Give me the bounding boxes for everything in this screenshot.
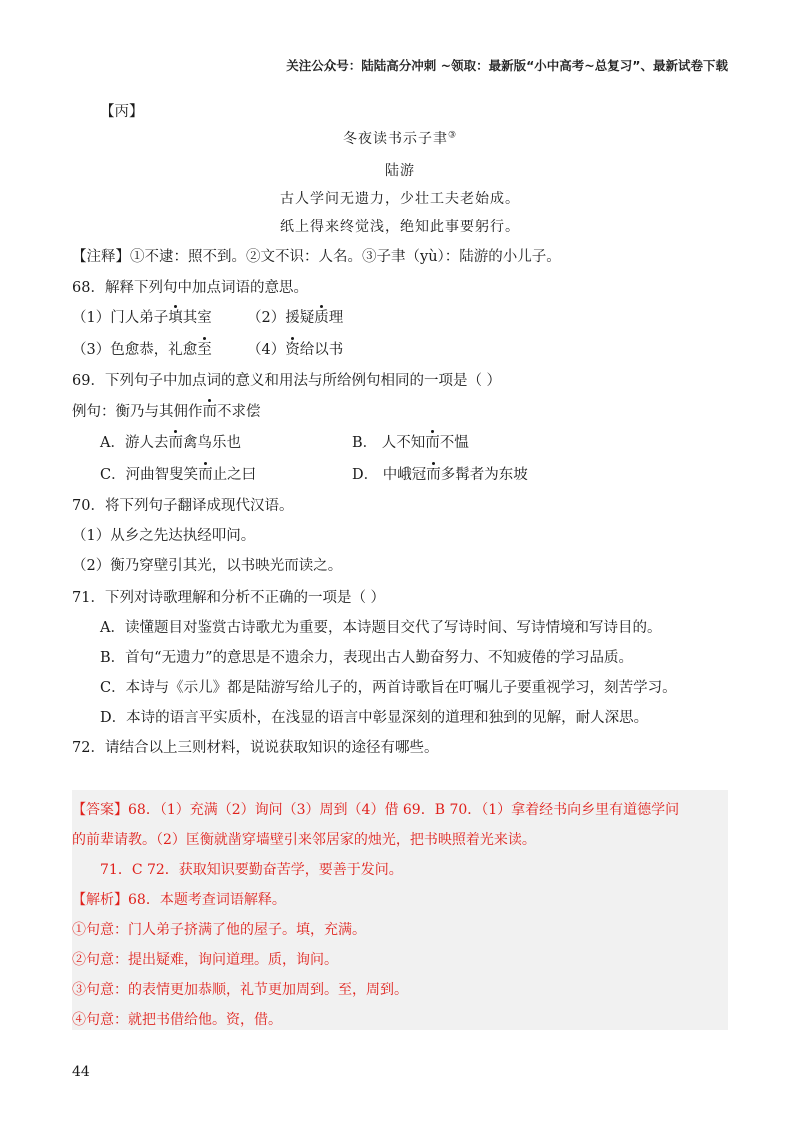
q68-item-4 (247, 340, 343, 360)
q68-item-3-pre: （3）色愈恭，礼愈 (72, 342, 198, 358)
q71-option-a: A．读懂题目对鉴赏古诗歌尤为重要，本诗题目交代了写诗时间、写诗情境和写诗目的。 (100, 620, 662, 636)
analysis-heading: 【解析】68．本题考查词语解释。 (72, 892, 286, 908)
q68-item-2-post: 理 (328, 310, 344, 326)
q69-option-c-post: 止之曰 (212, 467, 257, 483)
q71-prompt: 71．下列对诗歌理解和分析不正确的一项是（ ） (72, 590, 386, 606)
q69-example (72, 402, 261, 422)
q69-option-d (352, 465, 528, 485)
answer-line-2: 的前辈请教。（2）匡衡就凿穿墙壁引来邻居家的烛光，把书映照着光来读。 (72, 832, 536, 848)
dotted-word: 而 (202, 404, 217, 420)
dotted-word: 而 (198, 467, 213, 483)
q69-option-b (352, 433, 469, 453)
q69-option-a-pre: A．游人去 (100, 435, 169, 451)
analysis-item-1: ①句意：门人弟子挤满了他的屋子。填，充满。 (72, 922, 366, 938)
poem-title-footnote-mark: ③ (447, 130, 458, 141)
q70-sentence-1: （1）从乡之先达执经叩问。 (72, 528, 256, 544)
dotted-word: 质 (314, 310, 329, 326)
q71-option-b: B．首句“无遗力”的意思是不遗余力，表现出古人勤奋努力、不知疲倦的学习品质。 (100, 650, 633, 666)
q68-item-1-post: 其室 (182, 310, 212, 326)
poem-title (0, 128, 800, 148)
section-label: 【丙】 (100, 104, 144, 120)
q69-option-d-pre: D． 中峨冠 (352, 467, 427, 483)
dotted-word: 而 (426, 467, 441, 483)
analysis-item-2: ②句意：提出疑难，询问道理。质，询问。 (72, 952, 338, 968)
q69-option-b-post: 不愠 (439, 435, 469, 451)
q68-item-2 (247, 308, 343, 328)
q69-example-post: 不求偿 (217, 404, 261, 420)
q68-item-1 (72, 308, 212, 328)
q69-option-c (100, 465, 256, 485)
annotation-notes: 【注释】①不逮：照不到。②文不识：人名。③子聿（yù）：陆游的小儿子。 (72, 249, 561, 265)
q68-item-4-post: 给以书 (299, 342, 344, 358)
analysis-item-4: ④句意：就把书借给他。资，借。 (72, 1012, 282, 1028)
q69-prompt: 69．下列句子中加点词的意义和用法与所给例句相同的一项是（ ） (72, 373, 502, 389)
q68-item-4-pre: （4） (247, 342, 286, 358)
page-number: 44 (72, 1064, 90, 1080)
q68-item-2-pre: （2）援疑 (247, 310, 315, 326)
dotted-word: 填 (168, 310, 183, 326)
q71-option-c: C．本诗与《示儿》都是陆游写给儿子的，两首诗歌旨在叮嘱儿子要重视学习，刻苦学习。 (100, 680, 677, 696)
q70-sentence-2: （2）衡乃穿壁引其光，以书映光而读之。 (72, 558, 343, 574)
poem-title-text: 冬夜读书示子聿 (342, 131, 448, 147)
analysis-item-3: ③句意：的表情更加恭顺，礼节更加周到。至，周到。 (72, 982, 408, 998)
q68-prompt: 68．解释下列句中加点词语的意思。 (72, 280, 308, 296)
dotted-word: 而 (425, 435, 440, 451)
q70-prompt: 70．将下列句子翻译成现代汉语。 (72, 498, 294, 514)
poem-line-2: 纸上得来终觉浅，绝知此事要躬行。 (280, 219, 520, 235)
q71-option-d: D．本诗的语言平实质朴，在浅显的语言中彰显深刻的道理和独到的见解，耐人深思。 (100, 710, 649, 726)
page-header: 关注公众号：陆陆高分冲刺 ~领取：最新版“小中高考~总复习”、最新试卷下载 (286, 58, 728, 73)
answer-line-1: 【答案】68．（1）充满（2）询问（3）周到（4）借 69．B 70．（1）拿着经书向乡里有道德学问 (72, 802, 680, 818)
poem-author: 陆游 (385, 163, 415, 179)
dotted-word: 资 (285, 342, 300, 358)
q69-option-c-pre: C．河曲智叟笑 (100, 467, 199, 483)
poem-line-1: 古人学问无遗力，少壮工夫老始成。 (280, 191, 520, 207)
q69-example-pre: 例句：衡乃与其佣作 (72, 404, 203, 420)
answer-line-3: 71．C 72．获取知识要勤奋苦学，要善于发问。 (100, 862, 403, 878)
dotted-word: 至 (197, 342, 212, 358)
q68-item-1-pre: （1）门人弟子 (72, 310, 169, 326)
q69-option-d-post: 多髯者为东坡 (440, 467, 528, 483)
q72-prompt: 72．请结合以上三则材料，说说获取知识的途径有哪些。 (72, 740, 439, 756)
q69-option-a (100, 433, 241, 453)
q69-option-a-post: 禽鸟乐也 (182, 435, 241, 451)
dotted-word: 而 (168, 435, 183, 451)
q68-item-3 (72, 340, 212, 360)
q69-option-b-pre: B． 人不知 (352, 435, 426, 451)
